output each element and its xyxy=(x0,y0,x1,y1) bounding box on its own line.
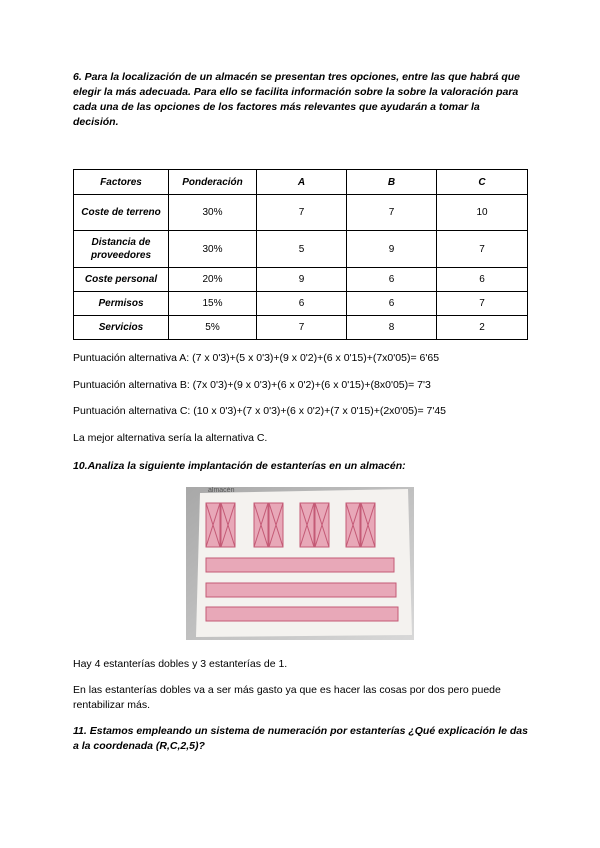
factor-cell: Permisos xyxy=(74,292,169,316)
header-c: C xyxy=(437,170,528,195)
weight-cell: 30% xyxy=(169,231,257,268)
score-c-cell: 2 xyxy=(437,316,528,340)
table-row xyxy=(74,316,528,340)
conclusion-text: La mejor alternativa sería la alternativa C. xyxy=(73,432,268,444)
table-row xyxy=(74,231,528,268)
factor-cell: Coste personal xyxy=(74,268,169,292)
table-row xyxy=(74,195,528,231)
double-shelf-4 xyxy=(346,503,375,547)
answer-10-line-2: En las estanterías dobles va a ser más gasto ya que es hacer las cosas por dos pero puede rentabilizar más. xyxy=(73,684,501,711)
header-a: A xyxy=(257,170,347,195)
score-a-cell: 7 xyxy=(257,195,347,231)
double-shelf-2 xyxy=(254,503,283,547)
header-ponderacion: Ponderación xyxy=(169,170,257,195)
warehouse-layout-photo xyxy=(186,487,414,640)
factors-table xyxy=(73,169,528,340)
score-c-cell: 6 xyxy=(437,268,528,292)
score-alternative-c: Puntuación alternativa C: (10 x 0'3)+(7 x 0'3)+(6 x 0'2)+(7 x 0'15)+(2x0'05)= 7'45 xyxy=(73,405,447,417)
photo-label: almacén xyxy=(208,487,235,494)
score-b-cell: 6 xyxy=(347,292,437,316)
question-11-text: 11. Estamos empleando un sistema de numeración por estanterías ¿Qué explicación le das a la coordenada (R,C,2,5)? xyxy=(73,725,528,752)
single-shelf-3 xyxy=(206,607,398,621)
score-c-cell: 7 xyxy=(437,231,528,268)
score-c-cell: 7 xyxy=(437,292,528,316)
double-shelf-1 xyxy=(206,503,235,547)
weight-cell: 5% xyxy=(169,316,257,340)
score-alternative-b: Puntuación alternativa B: (7x 0'3)+(9 x 0'3)+(6 x 0'2)+(6 x 0'15)+(8x0'05)= 7'3 xyxy=(73,379,431,391)
score-b-cell: 9 xyxy=(347,231,437,268)
weight-cell: 15% xyxy=(169,292,257,316)
table-header-row xyxy=(74,170,528,195)
question-10-text: 10.Analiza la siguiente implantación de estanterías en un almacén: xyxy=(73,460,406,472)
score-a-cell: 9 xyxy=(257,268,347,292)
table-row xyxy=(74,268,528,292)
header-b: B xyxy=(347,170,437,195)
factor-cell: Distancia de proveedores xyxy=(74,231,169,268)
score-b-cell: 6 xyxy=(347,268,437,292)
score-b-cell: 7 xyxy=(347,195,437,231)
single-shelf-1 xyxy=(206,558,394,572)
header-factores: Factores xyxy=(74,170,169,195)
factor-cell: Coste de terreno xyxy=(74,195,169,231)
weight-cell: 30% xyxy=(169,195,257,231)
weight-cell: 20% xyxy=(169,268,257,292)
score-a-cell: 5 xyxy=(257,231,347,268)
table-row xyxy=(74,292,528,316)
score-b-cell: 8 xyxy=(347,316,437,340)
score-alternative-a: Puntuación alternativa A: (7 x 0'3)+(5 x 0'3)+(9 x 0'2)+(6 x 0'15)+(7x0'05)= 6'65 xyxy=(73,352,440,364)
score-a-cell: 7 xyxy=(257,316,347,340)
question-6-text: 6. Para la localización de un almacén se presentan tres opciones, entre las que habrá que elegir la más adecuada. Para ello se facilita información sobre la sobre la valoración para cada una de las opciones de los factores más relevantes que ayudarán a tomar la decisión. xyxy=(73,71,520,128)
answer-10-line-1: Hay 4 estanterías dobles y 3 estanterías de 1. xyxy=(73,658,288,670)
score-a-cell: 6 xyxy=(257,292,347,316)
double-shelf-3 xyxy=(300,503,329,547)
score-c-cell: 10 xyxy=(437,195,528,231)
factor-cell: Servicios xyxy=(74,316,169,340)
single-shelf-2 xyxy=(206,583,396,597)
